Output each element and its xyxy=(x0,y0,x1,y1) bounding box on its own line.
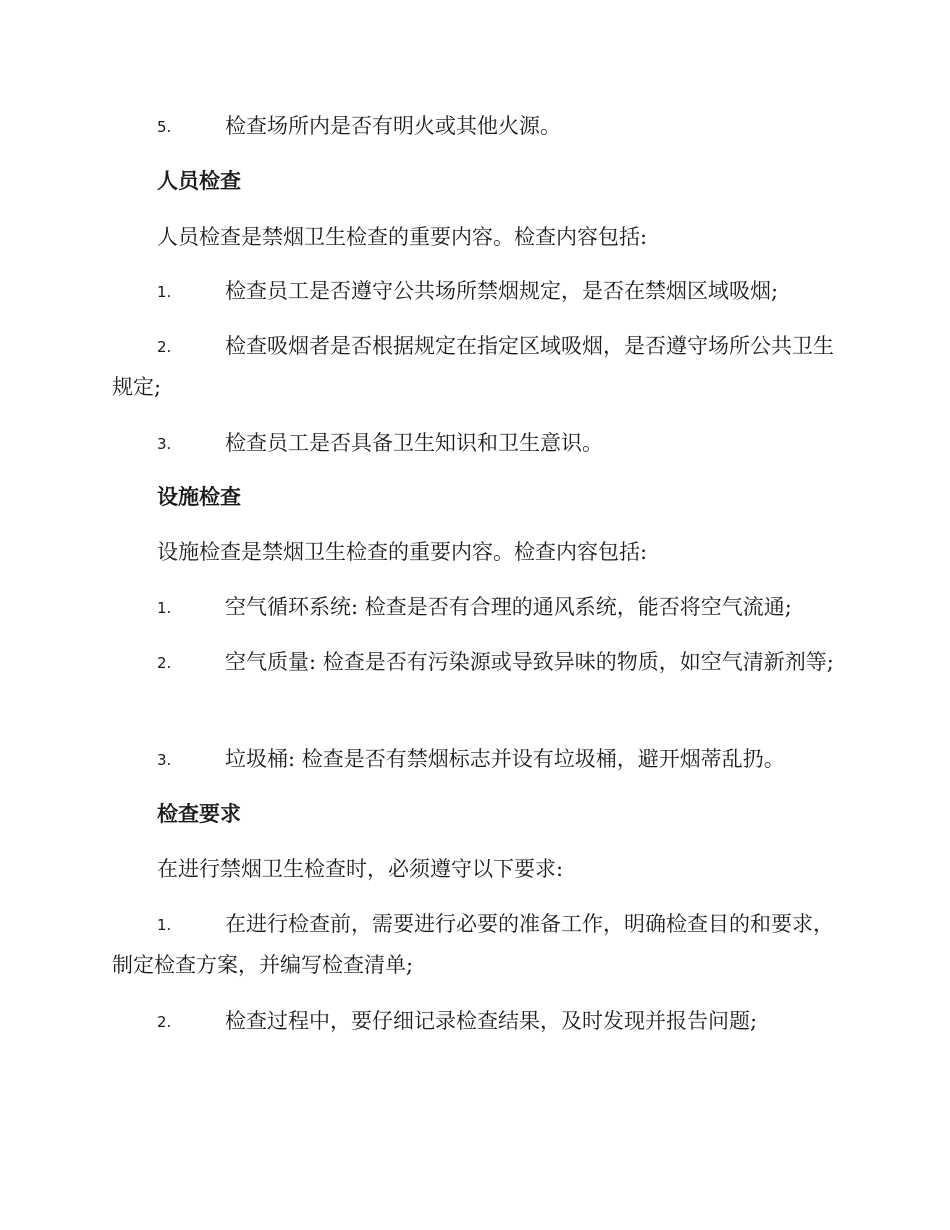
section-intro-facilities: 设施检查是禁烟卫生检查的重要内容。检查内容包括: xyxy=(157,540,648,564)
list-text: 检查场所内是否有明火或其他火源。 xyxy=(225,114,561,138)
section-intro-personnel: 人员检查是禁烟卫生检查的重要内容。检查内容包括: xyxy=(157,225,648,249)
list-item xyxy=(112,423,842,464)
list-number: 2. xyxy=(157,1013,172,1031)
list-number: 1. xyxy=(157,916,172,934)
list-number: 2. xyxy=(157,654,172,672)
list-item xyxy=(112,326,842,407)
list-number: 3. xyxy=(157,435,172,453)
list-text: 检查吸烟者是否根据规定在指定区域吸烟，是否遵守场所公共卫生规定; xyxy=(112,334,834,399)
list-item xyxy=(112,271,842,312)
list-number: 1. xyxy=(157,599,172,617)
list-item xyxy=(112,642,842,683)
list-number: 1. xyxy=(157,283,172,301)
list-number: 5. xyxy=(157,118,172,136)
list-text: 垃圾桶: 检查是否有禁烟标志并设有垃圾桶，避开烟蒂乱扔。 xyxy=(225,747,785,771)
section-heading-facilities: 设施检查 xyxy=(157,485,241,509)
list-item xyxy=(112,1001,842,1042)
list-item xyxy=(112,106,842,147)
list-item xyxy=(112,739,842,780)
list-text: 检查员工是否具备卫生知识和卫生意识。 xyxy=(225,431,603,455)
list-text: 在进行检查前，需要进行必要的准备工作，明确检查目的和要求，制定检查方案，并编写检查清单; xyxy=(112,912,834,977)
list-number: 3. xyxy=(157,751,172,769)
list-text: 检查员工是否遵守公共场所禁烟规定，是否在禁烟区域吸烟; xyxy=(225,279,779,303)
list-text: 检查过程中，要仔细记录检查结果，及时发现并报告问题; xyxy=(225,1009,758,1033)
list-item xyxy=(112,904,842,985)
section-intro-requirements: 在进行禁烟卫生检查时，必须遵守以下要求: xyxy=(157,857,564,881)
list-number: 2. xyxy=(157,338,172,356)
section-heading-requirements: 检查要求 xyxy=(157,802,241,826)
list-item xyxy=(112,587,842,628)
list-text: 空气质量: 检查是否有污染源或导致异味的物质，如空气清新剂等; xyxy=(225,650,834,674)
list-text: 空气循环系统: 检查是否有合理的通风系统，能否将空气流通; xyxy=(225,595,792,619)
section-heading-personnel: 人员检查 xyxy=(157,169,241,193)
